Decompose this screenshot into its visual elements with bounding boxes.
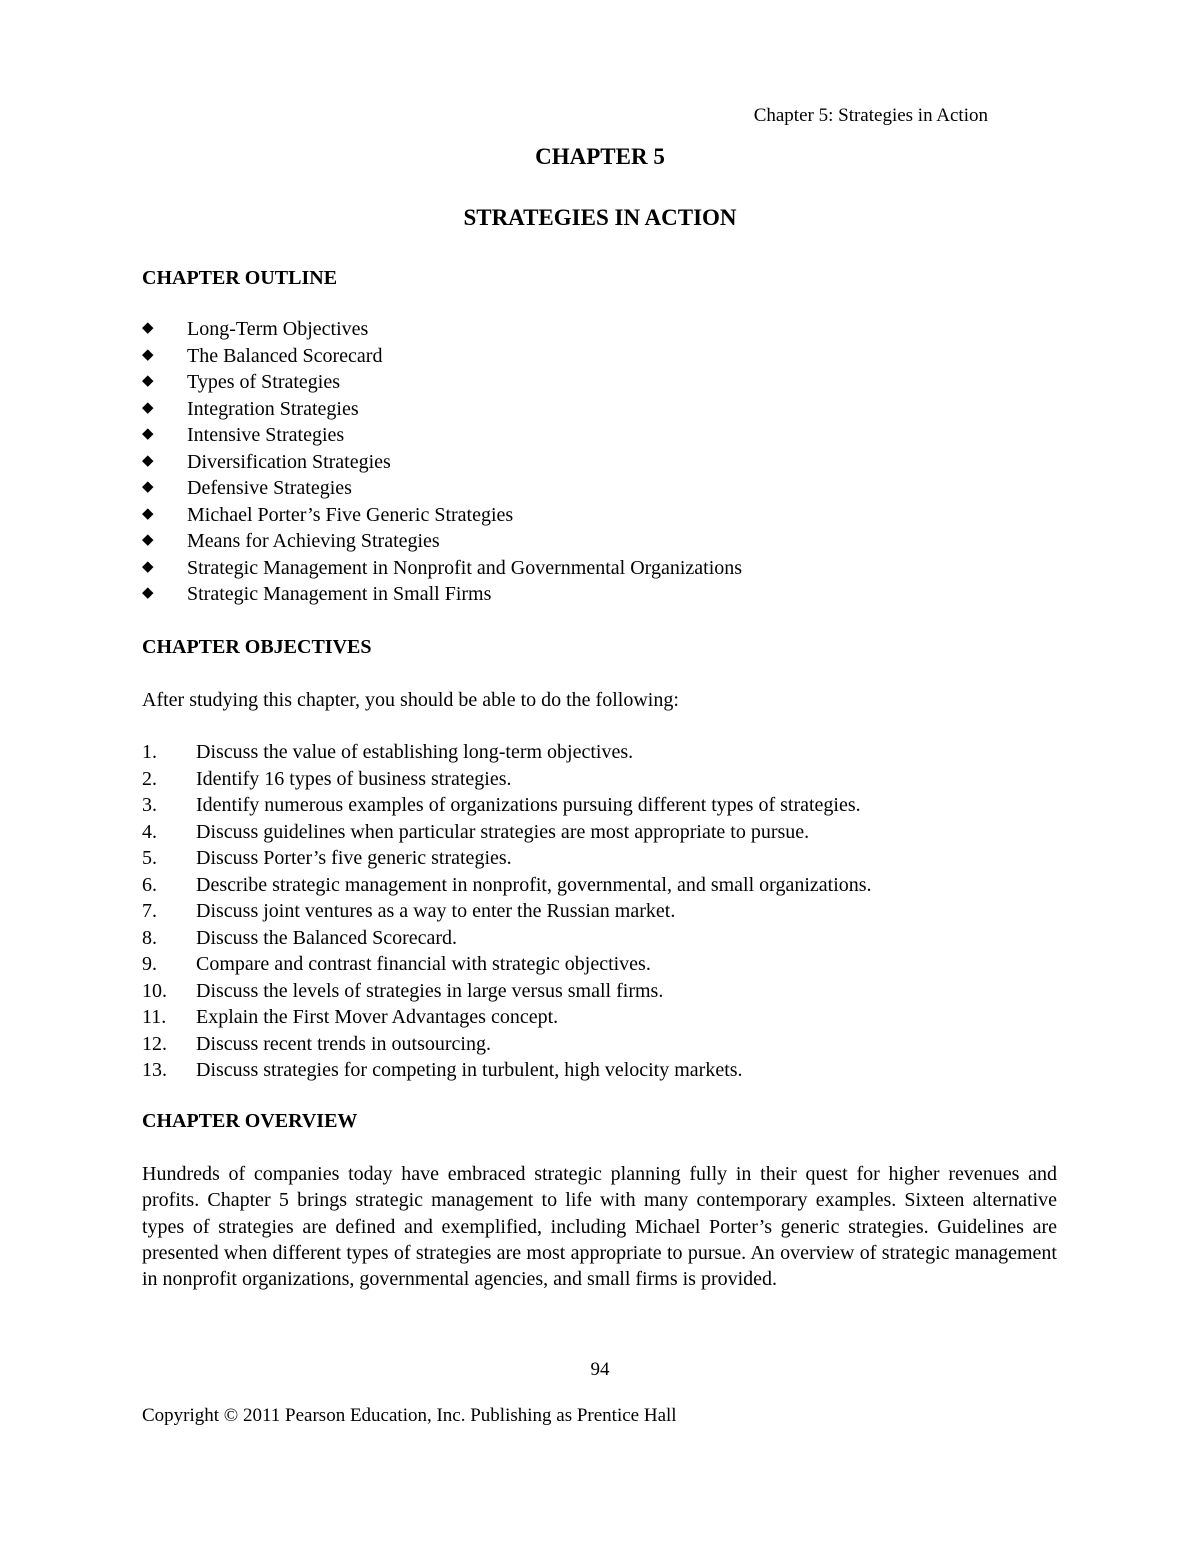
objective-number: 11. — [142, 1006, 167, 1028]
document-page: Chapter 5: Strategies in Action CHAPTER 5 STRATEGIES IN ACTION CHAPTER OUTLINE ◆ Long-Term Objectives ◆ The Balanced Scorecard ◆ Types of Strategies ◆ Integration Strategies ◆ Intensive Strategies ◆ Diversification Strategies ◆ Defensive Strategies ◆ Michael Porter’s Five Generic Strategies ◆ Means for Achieving Strategies ◆ Strategic Management in Nonprofit and Governmental Organizations ◆ Strategic Management in Small Firms CHAPTER OBJECTIVES After studying this chapter, you should be able to do the following: 1. Discuss the value of establishing long-term objectives. 2. Identify 16 types of business strategies. 3. Identify numerous examples of organizations pursuing different types of strategies. 4. Discuss guidelines when particular strategies are most appropriate to pursue. 5. Discuss Porter’s five generic strategies. 6. Describe strategic management in nonprofit, governmental, and small organizations. 7. Discuss joint ventures as a way to enter the Russian market. 8. Discuss the Balanced Scorecard. 9. Compare and contrast financial with strategic objectives. 10. Discuss the levels of strategies in large versus small firms. 11. Explain the First Mover Advantages concept. 12. Discuss recent trends in outsourcing. 13. Discuss strategies for competing in turbulent, high velocity markets. CHAPTER OVERVIEW Hundreds of companies today have embraced strategic planning fully in their quest for higher revenues and profits. Chapter 5 brings strategic management to life with many contemporary examples. Sixteen alternative types of strategies are defined and exemplified, including Michael Porter’s generic strategies. Guidelines are presented when different types of strategies are most appropriate to pursue. An overview of strategic management in nonprofit organizations, governmental agencies, and small firms is provided. 94 Copyright © 2011 Pearson Education, Inc. Publishing as Prentice Hall — [0, 0, 1200, 1553]
objective-number: 13. — [142, 1059, 167, 1081]
objective-text: Discuss the value of establishing long-term objectives. — [196, 741, 634, 763]
objective-text: Discuss joint ventures as a way to enter the Russian market. — [196, 900, 676, 922]
diamond-bullet-icon: ◆ — [142, 320, 154, 336]
objective-text: Discuss strategies for competing in turbulent, high velocity markets. — [196, 1059, 743, 1081]
objective-text: Explain the First Mover Advantages concept. — [196, 1006, 559, 1028]
objectives-intro: After studying this chapter, you should be able to do the following: — [142, 689, 679, 711]
objective-text: Describe strategic management in nonprofit, governmental, and small organizations. — [196, 873, 872, 896]
chapter-title: CHAPTER 5 — [535, 144, 665, 169]
running-header: Chapter 5: Strategies in Action — [753, 105, 988, 126]
objective-number: 7. — [142, 900, 157, 922]
overview-paragraph: Hundreds of companies today have embraced strategic planning fully in their quest for higher revenues and profits. Chapter 5 brings strategic management to life with many contemporary examples. Sixteen alternative types of strategies are defined and exemplified, including Michael Porter’s generic strategies. Guidelines are presented when different types of strategies are most appropriate to pursue. An overview of strategic management in nonprofit organizations, governmental agencies, and small firms is provided. — [142, 1163, 1057, 1291]
objective-number: 4. — [142, 820, 157, 843]
diamond-bullet-icon: ◆ — [142, 399, 154, 416]
overview-heading: CHAPTER OVERVIEW — [142, 1110, 358, 1132]
outline-heading: CHAPTER OUTLINE — [142, 267, 338, 289]
objective-text: Discuss Porter’s five generic strategies. — [196, 847, 512, 869]
objective-number: 1. — [142, 741, 157, 763]
diamond-bullet-icon: ◆ — [142, 452, 154, 469]
objective-number: 2. — [142, 767, 157, 790]
diamond-bullet-icon: ◆ — [142, 373, 154, 389]
objective-number: 9. — [142, 953, 157, 975]
diamond-bullet-icon: ◆ — [142, 426, 154, 442]
objective-number: 12. — [142, 1032, 167, 1055]
diamond-bullet-icon: ◆ — [142, 558, 154, 575]
page-number: 94 — [590, 1359, 610, 1380]
diamond-bullet-icon: ◆ — [142, 346, 154, 363]
objective-number: 5. — [142, 847, 157, 869]
objective-number: 8. — [142, 926, 157, 949]
objective-text: Discuss the levels of strategies in large versus small firms. — [196, 979, 664, 1002]
objective-text: Discuss recent trends in outsourcing. — [196, 1032, 491, 1055]
diamond-bullet-icon: ◆ — [142, 532, 154, 548]
objective-text: Discuss the Balanced Scorecard. — [196, 926, 458, 949]
objective-number: 3. — [142, 794, 157, 816]
diamond-bullet-icon: ◆ — [142, 505, 154, 522]
objective-text: Compare and contrast financial with strategic objectives. — [196, 953, 651, 975]
diamond-bullet-icon: ◆ — [142, 585, 154, 601]
chapter-subtitle: STRATEGIES IN ACTION — [463, 205, 737, 230]
objective-text: Identify numerous examples of organizations pursuing different types of strategies. — [196, 794, 861, 816]
objective-text: Discuss guidelines when particular strategies are most appropriate to pursue. — [196, 820, 810, 843]
diamond-bullet-icon: ◆ — [142, 479, 154, 495]
copyright-footer: Copyright © 2011 Pearson Education, Inc. Publishing as Prentice Hall — [142, 1405, 677, 1426]
objectives-heading: CHAPTER OBJECTIVES — [142, 636, 372, 658]
objective-number: 10. — [142, 979, 167, 1002]
objective-number: 6. — [142, 873, 157, 896]
objective-text: Identify 16 types of business strategies. — [196, 767, 512, 790]
